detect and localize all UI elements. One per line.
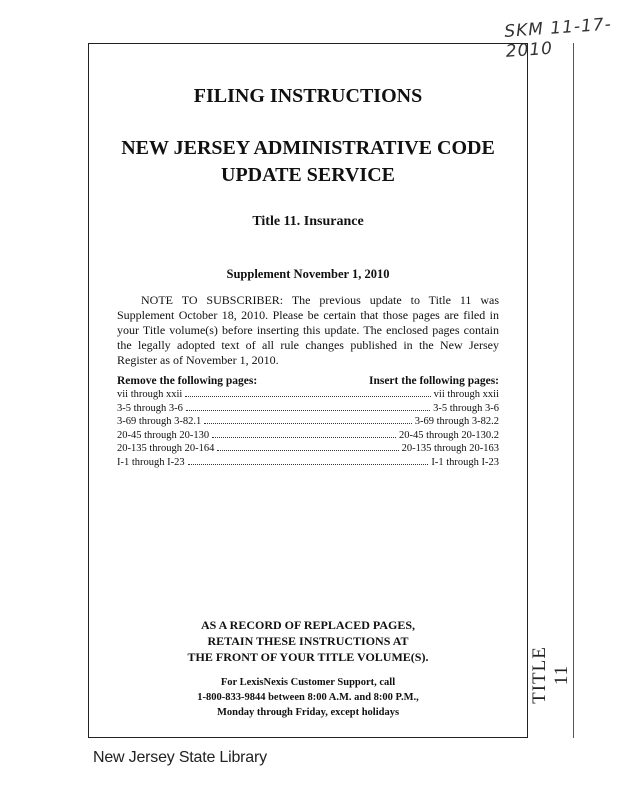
record-notice	[88, 617, 528, 665]
dot-leader	[217, 449, 398, 451]
insert-pages: 20-135 through 20-163	[401, 443, 499, 454]
code-title-line2: UPDATE SERVICE	[221, 164, 395, 186]
table-row	[117, 402, 499, 416]
table-row	[117, 442, 499, 456]
dot-leader	[204, 422, 411, 424]
remove-pages: 3-5 through 3-6	[117, 402, 183, 414]
note-to-subscriber: NOTE TO SUBSCRIBER: The previous update to Title 11 was Supplement October 18, 2010. Please be certain that those pages are filed in your Title volume(s) before inserting this update. The enclosed pages contain the legally adopted text of all rule changes published in the New Jersey Register as of November 1, 2010.	[117, 293, 499, 367]
handwritten-initials-date: SKM 11-17-2010	[503, 14, 613, 62]
insert-pages: I-1 through I-23	[431, 456, 499, 468]
side-tab-strip	[530, 43, 574, 738]
dot-leader	[212, 436, 396, 438]
table-header	[117, 374, 499, 388]
dot-leader	[186, 409, 430, 411]
insert-header: Insert the following pages:	[368, 375, 499, 387]
table-row	[117, 456, 499, 470]
code-title	[88, 135, 528, 189]
supplement-date: Supplement November 1, 2010	[226, 267, 390, 281]
remove-pages: I-1 through I-23	[117, 456, 185, 468]
record-line1: AS A RECORD OF REPLACED PAGES,	[200, 618, 416, 632]
support-line2: 1-800-833-9844 between 8:00 A.M. and 8:00 P.M.,	[197, 692, 419, 703]
insert-pages: 3-69 through 3-82.2	[414, 416, 499, 427]
record-line3: THE FRONT OF YOUR TITLE VOLUME(S).	[187, 650, 429, 664]
remove-pages: 20-135 through 20-164	[117, 443, 215, 454]
remove-pages: vii through xxii	[117, 389, 183, 400]
title-name: Title 11. Insurance	[252, 214, 364, 229]
insert-pages: 20-45 through 20-130.2	[398, 429, 499, 441]
customer-support-info	[88, 675, 528, 720]
insert-pages: vii through xxii	[433, 389, 499, 400]
support-line1: For LexisNexis Customer Support, call	[220, 677, 396, 688]
support-line3: Monday through Friday, except holidays	[216, 707, 400, 718]
remove-pages: 20-45 through 20-130	[117, 429, 210, 441]
page-replacement-table	[117, 374, 499, 469]
record-line2: RETAIN THESE INSTRUCTIONS AT	[207, 634, 409, 648]
remove-header: Remove the following pages:	[117, 375, 258, 387]
code-title-line1: NEW JERSEY ADMINISTRATIVE CODE	[121, 137, 495, 159]
insert-pages: 3-5 through 3-6	[433, 402, 499, 414]
page-title: FILING INSTRUCTIONS	[193, 85, 423, 107]
dot-leader	[185, 395, 430, 397]
side-title-label: TITLE 11	[529, 646, 572, 704]
table-row	[117, 388, 499, 402]
remove-pages: 3-69 through 3-82.1	[117, 416, 202, 427]
dot-leader	[188, 463, 429, 465]
table-row	[117, 429, 499, 443]
table-row	[117, 415, 499, 429]
library-stamp: New Jersey State Library	[93, 749, 267, 766]
